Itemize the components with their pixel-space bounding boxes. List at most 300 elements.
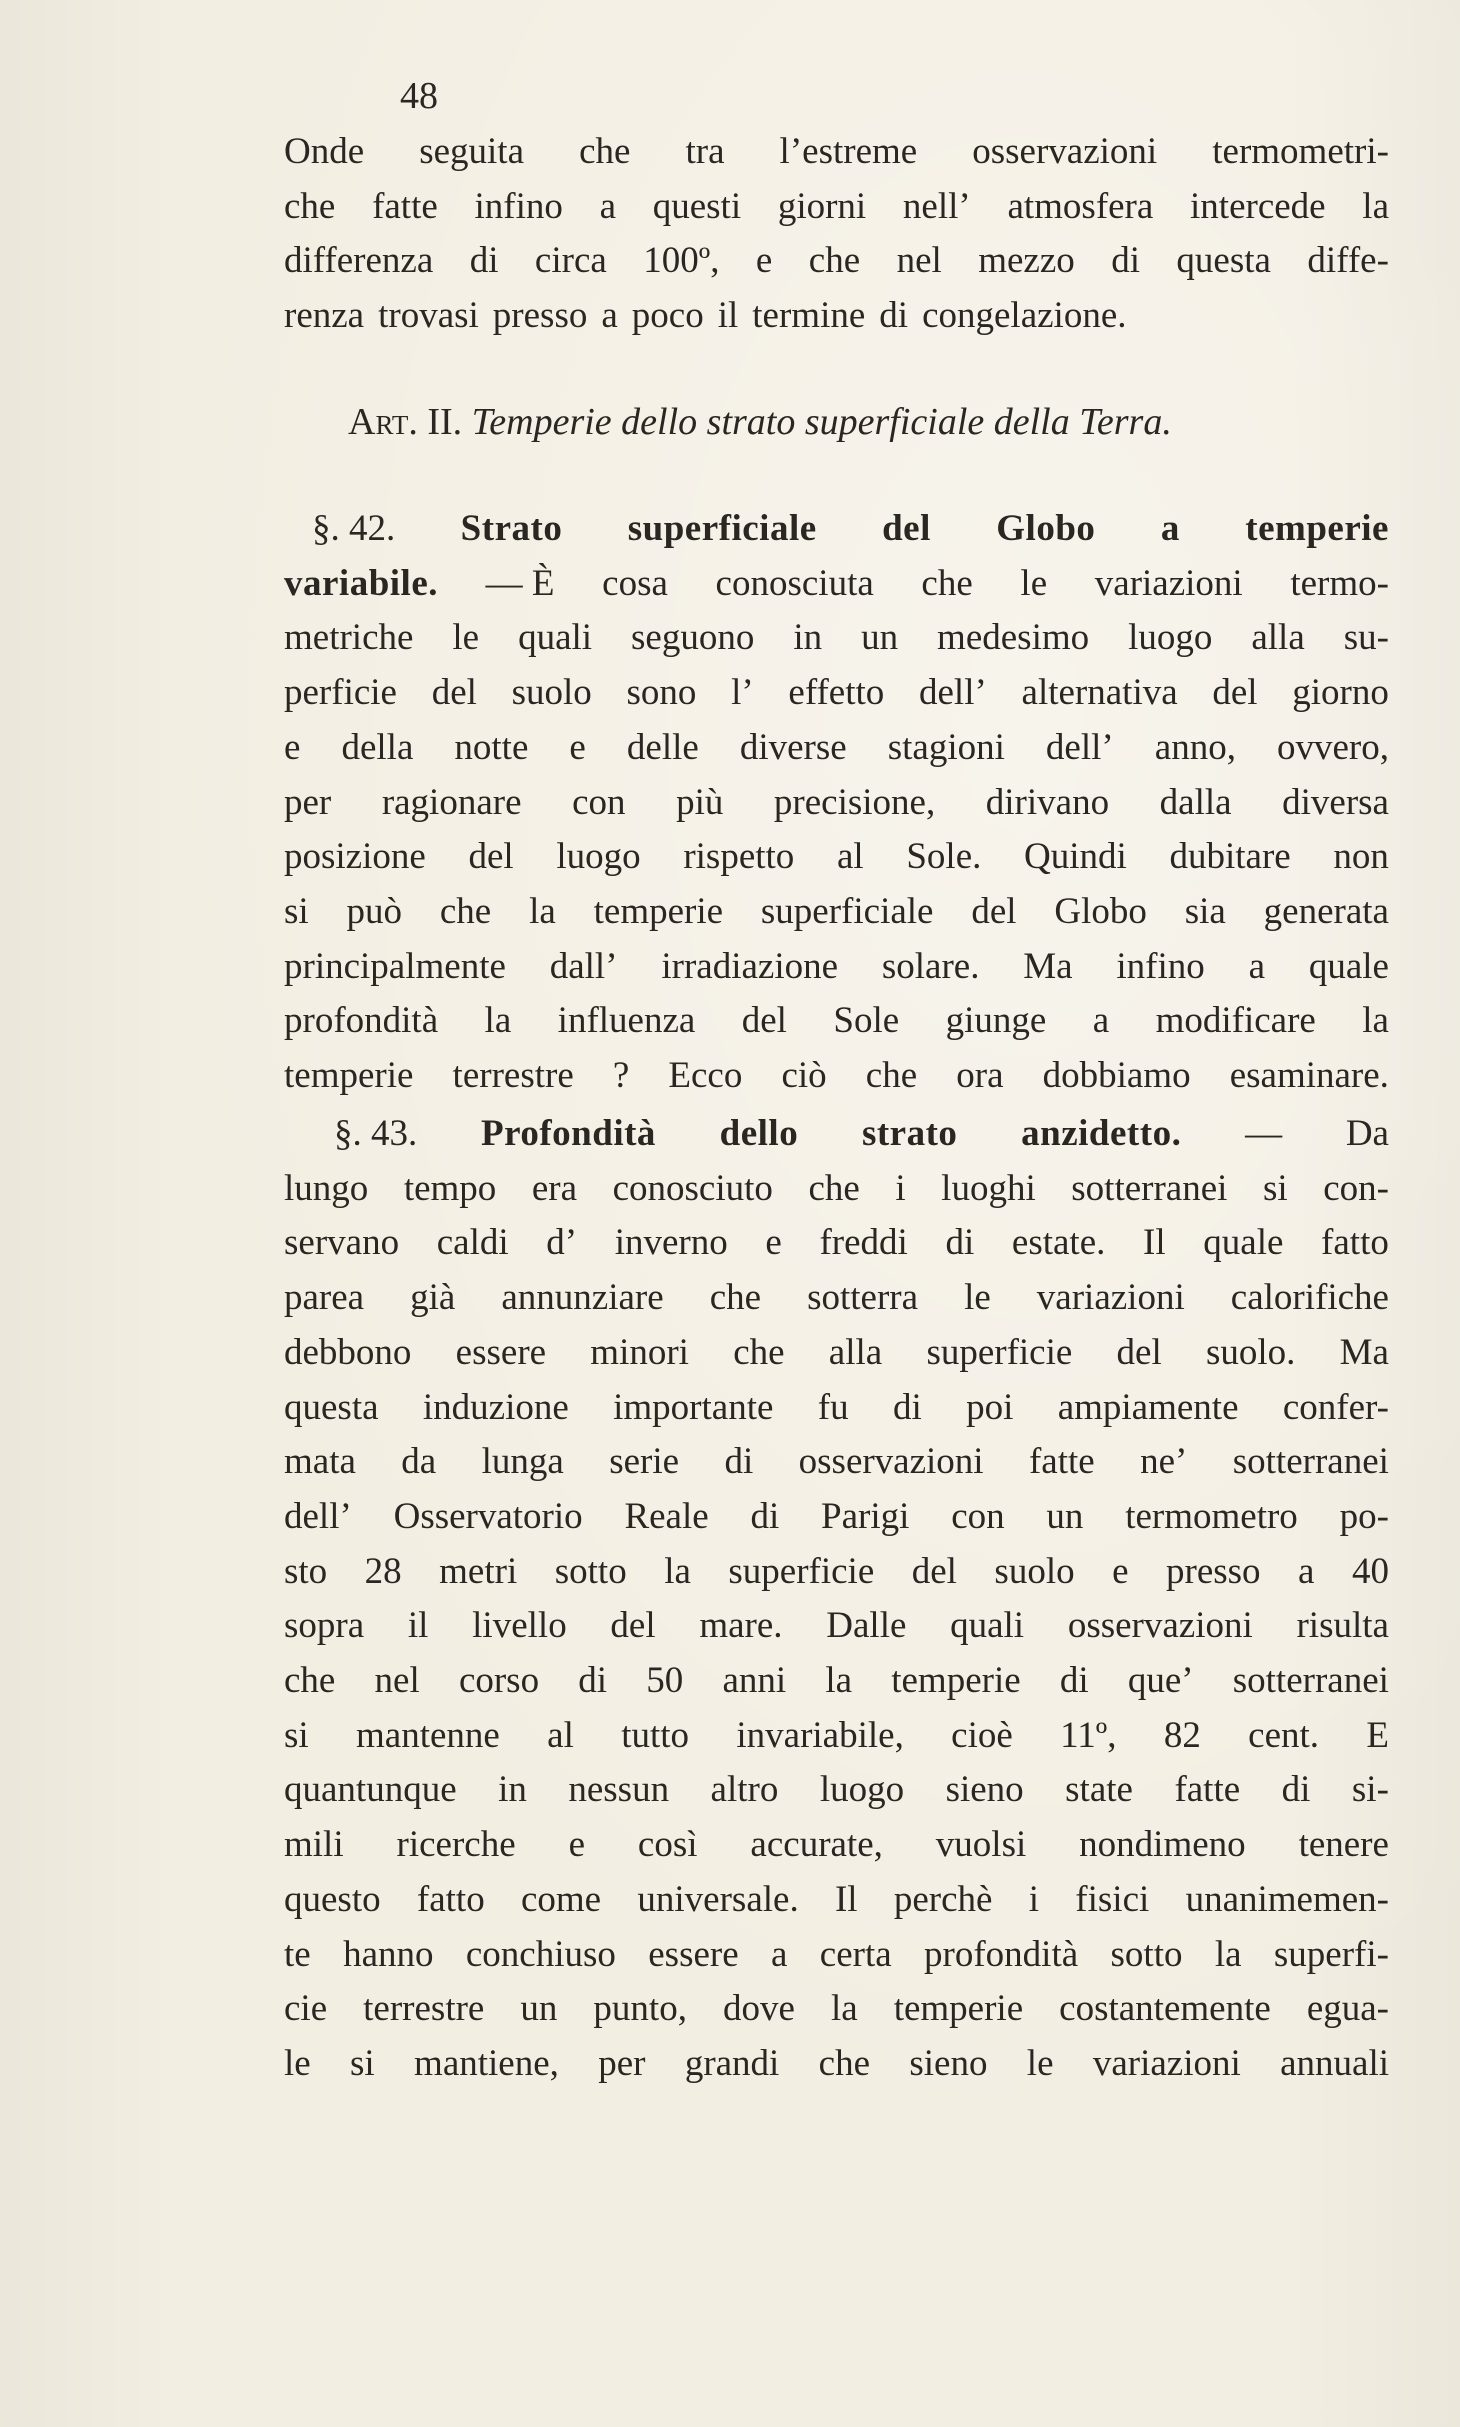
word: suolo.	[1205, 1331, 1296, 1373]
word: fatto	[1321, 1222, 1389, 1264]
word: temperie	[593, 890, 724, 932]
word: minori	[590, 1331, 689, 1373]
word: infino	[1116, 945, 1205, 987]
word: serie	[609, 1441, 680, 1483]
word: Da	[1345, 1113, 1389, 1154]
word: cosa	[602, 562, 668, 604]
word: giunge	[945, 1000, 1047, 1042]
word: altro	[710, 1769, 779, 1811]
word: non	[1333, 836, 1389, 878]
word: osservazioni	[1067, 1605, 1253, 1647]
word: tenere	[1298, 1824, 1389, 1866]
word: variazioni	[1036, 1277, 1185, 1319]
text-line	[284, 1763, 1389, 1818]
word: parea	[284, 1277, 365, 1319]
word: Onde	[284, 131, 365, 172]
word: i	[895, 1167, 906, 1209]
word: fatte	[1028, 1441, 1095, 1483]
word: che	[439, 890, 492, 932]
word: Quindi	[1024, 836, 1127, 878]
text-line	[284, 1216, 1389, 1271]
word: ne’	[1140, 1441, 1188, 1483]
word: a	[601, 295, 618, 337]
word: fatto	[416, 1878, 485, 1920]
word: nondimeno	[1079, 1824, 1246, 1866]
word: del	[468, 836, 514, 878]
word: al	[547, 1714, 574, 1756]
word: i	[1028, 1878, 1040, 1920]
word: che	[733, 1331, 785, 1373]
word: superficiale	[627, 508, 817, 549]
word: si	[1262, 1167, 1288, 1209]
word: calorifiche	[1230, 1277, 1389, 1319]
word: di	[578, 1660, 608, 1702]
word: precisione,	[773, 781, 936, 823]
word: poco	[631, 295, 704, 337]
word: quale	[1203, 1222, 1284, 1264]
word: un	[861, 617, 899, 659]
word: annunziare	[501, 1277, 664, 1319]
word: confer-	[1282, 1386, 1389, 1428]
word: le	[1020, 562, 1048, 604]
word: temperie	[891, 1660, 1021, 1702]
word: che	[579, 131, 631, 172]
word: presso	[492, 295, 588, 337]
word: mare.	[699, 1605, 783, 1647]
word: per	[284, 781, 332, 823]
text-line	[284, 180, 1389, 235]
word: l’	[731, 672, 754, 714]
word: e	[569, 726, 586, 768]
text-line	[284, 721, 1389, 776]
word: induzione	[422, 1386, 569, 1428]
word: di	[1059, 1660, 1089, 1702]
word: che	[709, 1277, 762, 1319]
word: questa	[1176, 240, 1271, 282]
word: tempo	[403, 1167, 497, 1209]
word: sopra	[284, 1605, 365, 1647]
word: terrestre	[452, 1055, 574, 1097]
word: dell’	[284, 1495, 352, 1537]
word: Osservatorio	[393, 1495, 583, 1537]
word: essere	[648, 1933, 739, 1975]
word: E	[1366, 1714, 1389, 1756]
word: si	[350, 2042, 375, 2084]
word: sotto	[554, 1550, 627, 1592]
word: del	[741, 1000, 787, 1042]
word: alternativa	[1021, 672, 1178, 714]
word: sotto	[1110, 1933, 1183, 1975]
word: Parigi	[821, 1495, 910, 1537]
word: dalla	[1159, 781, 1232, 823]
word: il	[717, 295, 739, 337]
word: temperie	[893, 1988, 1024, 2030]
word: 40	[1351, 1550, 1389, 1592]
text-line	[284, 289, 1389, 344]
word: intercede	[1190, 185, 1326, 227]
word: diverse	[739, 726, 847, 768]
word: state	[1065, 1769, 1133, 1811]
text-line	[284, 1545, 1389, 1600]
word: che	[284, 185, 336, 227]
word: e	[755, 240, 773, 282]
word: a	[1248, 945, 1266, 987]
word: superficie	[926, 1331, 1073, 1373]
word: un	[1046, 1495, 1084, 1537]
word: nel	[896, 240, 942, 282]
word: Profondità	[480, 1113, 656, 1154]
word: del	[911, 1550, 957, 1592]
word: medesimo	[937, 617, 1090, 659]
intro-paragraph	[284, 125, 1389, 344]
word: conchiuso	[465, 1933, 616, 1975]
text-line	[284, 502, 1389, 557]
word: differenza	[284, 240, 434, 282]
word: questa	[284, 1386, 379, 1428]
word: sotterranei	[1232, 1441, 1389, 1483]
word: luogo	[819, 1769, 905, 1811]
word: suolo	[511, 672, 592, 714]
word: egua-	[1306, 1988, 1389, 2030]
word: temperie	[284, 1055, 414, 1097]
word: annuali	[1280, 2042, 1389, 2084]
page-number: 48	[400, 75, 438, 117]
word: alla	[1251, 617, 1305, 659]
word: Il	[834, 1878, 858, 1920]
word: punto,	[593, 1988, 687, 2030]
word: anzidetto.	[1021, 1113, 1182, 1154]
word: e	[765, 1222, 782, 1264]
word: dello	[719, 1113, 799, 1154]
word: variazioni	[1092, 2042, 1241, 2084]
word: poi	[966, 1386, 1014, 1428]
word: superficie	[728, 1550, 875, 1592]
word: solare.	[881, 945, 980, 987]
word: tra	[685, 131, 725, 172]
word: irradiazione	[661, 945, 839, 987]
word: osservazioni	[798, 1441, 984, 1483]
word: termo-	[1290, 562, 1389, 604]
text-line	[284, 1928, 1389, 1983]
word: superficiale	[760, 890, 934, 932]
word: Ecco	[668, 1055, 743, 1097]
word: principalmente	[284, 945, 506, 987]
word: mata	[284, 1441, 356, 1483]
word: e	[284, 726, 301, 768]
word: anni	[722, 1660, 787, 1702]
word: dubitare	[1169, 836, 1291, 878]
word: corso	[458, 1660, 540, 1702]
word: Ma	[1339, 1331, 1389, 1373]
word: diversa	[1282, 781, 1389, 823]
word: seguita	[419, 131, 525, 172]
word: fisici	[1075, 1878, 1150, 1920]
article-number: II.	[427, 401, 463, 443]
word: per	[598, 2042, 646, 2084]
word: §. 43.	[334, 1113, 418, 1154]
word: 50	[646, 1660, 684, 1702]
word: posizione	[284, 836, 426, 878]
word: sotterranei	[1232, 1660, 1389, 1702]
text-line	[284, 1709, 1389, 1764]
word: che	[865, 1055, 918, 1097]
word: Ma	[1023, 945, 1073, 987]
word: inverno	[614, 1222, 728, 1264]
word: esaminare.	[1229, 1055, 1389, 1097]
word: risulta	[1296, 1605, 1389, 1647]
word: livello	[472, 1605, 567, 1647]
word: mezzo	[978, 240, 1075, 282]
word: e	[1112, 1550, 1129, 1592]
word: e	[568, 1824, 585, 1866]
word: ampiamente	[1057, 1386, 1239, 1428]
word: sieno	[945, 1769, 1024, 1811]
article-label: Art.	[348, 401, 418, 443]
text-line	[284, 1326, 1389, 1381]
word: nessun	[568, 1769, 670, 1811]
word: ricerche	[396, 1824, 516, 1866]
word: Globo	[996, 508, 1096, 549]
word: universale.	[637, 1878, 799, 1920]
word: di	[1281, 1769, 1311, 1811]
text-line	[284, 1435, 1389, 1490]
word: del	[610, 1605, 656, 1647]
word: termometro	[1125, 1495, 1298, 1537]
word: dell’	[919, 672, 987, 714]
word: anno,	[1154, 726, 1236, 768]
word: Il	[1143, 1222, 1166, 1264]
text-line	[284, 940, 1389, 995]
word: in	[498, 1769, 527, 1811]
word: metriche	[284, 617, 414, 659]
word: la	[664, 1550, 691, 1592]
word: — È	[485, 562, 555, 604]
word: alla	[828, 1331, 883, 1373]
word: costantemente	[1059, 1988, 1271, 2030]
word: atmosfera	[1007, 185, 1154, 227]
word: 28	[364, 1550, 402, 1592]
text-line	[284, 125, 1389, 180]
word: si	[284, 890, 309, 932]
word: effetto	[788, 672, 885, 714]
word: ora	[956, 1055, 1004, 1097]
word: a	[1298, 1550, 1315, 1592]
word: dall’	[549, 945, 618, 987]
word: suolo	[994, 1550, 1075, 1592]
word: 82	[1163, 1714, 1201, 1756]
word: Dalle	[826, 1605, 907, 1647]
word: fatte	[1174, 1769, 1241, 1811]
section-42-paragraph	[284, 502, 1389, 1104]
word: renza	[284, 295, 365, 337]
word: che	[818, 2042, 871, 2084]
word: di	[724, 1441, 754, 1483]
word: giorni	[777, 185, 867, 227]
text-line	[284, 611, 1389, 666]
word: quali	[518, 617, 593, 659]
word: fatte	[372, 185, 438, 227]
word: ciò	[781, 1055, 827, 1097]
word: questo	[284, 1878, 381, 1920]
word: cie	[284, 1988, 328, 2030]
word: a	[1160, 508, 1180, 549]
word: —	[1245, 1113, 1283, 1154]
word: con	[572, 781, 626, 823]
word: sotterra	[807, 1277, 919, 1319]
word: mantenne	[356, 1714, 500, 1756]
word: già	[410, 1277, 456, 1319]
text-line	[284, 1873, 1389, 1928]
word: Reale	[624, 1495, 709, 1537]
word: §. 42.	[312, 508, 396, 549]
word: quale	[1308, 945, 1389, 987]
word: dirivano	[985, 781, 1110, 823]
word: a	[771, 1933, 788, 1975]
word: sto	[284, 1550, 328, 1592]
word: modificare	[1155, 1000, 1316, 1042]
text-line	[284, 1599, 1389, 1654]
word: era	[531, 1167, 578, 1209]
word: le	[964, 1277, 991, 1319]
word: strato	[861, 1113, 958, 1154]
word: della	[341, 726, 414, 768]
word: Sole	[833, 1000, 900, 1042]
word: hanno	[343, 1933, 434, 1975]
word: di	[1111, 240, 1140, 282]
word: la	[1214, 1933, 1242, 1975]
word: può	[346, 890, 403, 932]
word: del	[1212, 672, 1258, 714]
text-line	[284, 557, 1389, 612]
word: di	[469, 240, 499, 282]
word: invariabile,	[736, 1714, 904, 1756]
word: a	[599, 185, 617, 227]
text-line	[284, 1162, 1389, 1217]
word: que’	[1127, 1660, 1194, 1702]
word: perficie	[284, 672, 397, 714]
word: vuolsi	[935, 1824, 1027, 1866]
word: luoghi	[941, 1167, 1036, 1209]
word: cioè	[951, 1714, 1013, 1756]
word: ragionare	[381, 781, 522, 823]
word: dove	[722, 1988, 795, 2030]
word: di	[879, 295, 909, 337]
text-line	[284, 776, 1389, 831]
word: unanimemen-	[1185, 1878, 1389, 1920]
word: così	[637, 1824, 698, 1866]
word: in	[793, 617, 823, 659]
word: Globo	[1054, 890, 1147, 932]
word: questi	[652, 185, 742, 227]
word: temperie	[1245, 508, 1389, 549]
word: termometri-	[1212, 131, 1389, 172]
word: 11º,	[1060, 1714, 1117, 1756]
word: congelazione.	[922, 295, 1127, 337]
word: luogo	[1128, 617, 1213, 659]
word: perchè	[893, 1878, 993, 1920]
word: del	[971, 890, 1017, 932]
word: del	[882, 508, 931, 549]
word: che	[808, 240, 861, 282]
text-line	[284, 885, 1389, 940]
word: essere	[455, 1331, 547, 1373]
word: profondità	[284, 1000, 439, 1042]
text-line	[284, 994, 1389, 1049]
word: estate.	[1011, 1222, 1106, 1264]
word: debbono	[284, 1331, 412, 1373]
text-line	[284, 2037, 1389, 2092]
word: ?	[612, 1055, 630, 1097]
word: al	[836, 836, 864, 878]
word: sotterranei	[1071, 1167, 1228, 1209]
word: più	[676, 781, 724, 823]
word: le	[452, 617, 480, 659]
word: la	[1362, 185, 1389, 227]
word: quantunque	[284, 1769, 457, 1811]
word: si	[284, 1714, 309, 1756]
text-line	[284, 1982, 1389, 2037]
word: certa	[819, 1933, 892, 1975]
word: presso	[1166, 1550, 1261, 1592]
text-line	[284, 1049, 1389, 1104]
word: il	[407, 1605, 429, 1647]
word: sono	[626, 672, 697, 714]
word: a	[1092, 1000, 1110, 1042]
article-heading	[348, 398, 1348, 446]
word: accurate,	[750, 1824, 883, 1866]
word: seguono	[631, 617, 755, 659]
word: l’estreme	[779, 131, 918, 172]
word: dell’	[1045, 726, 1114, 768]
word: fu	[817, 1386, 849, 1428]
text-line	[284, 1818, 1389, 1873]
word: dobbiamo	[1042, 1055, 1191, 1097]
word: te	[284, 1933, 311, 1975]
word: metri	[439, 1550, 518, 1592]
word: terrestre	[363, 1988, 485, 2030]
word: stagioni	[887, 726, 1005, 768]
word: caldi	[436, 1222, 509, 1264]
word: del	[431, 672, 477, 714]
word: grandi	[684, 2042, 780, 2084]
word: rispetto	[683, 836, 795, 878]
word: di	[945, 1222, 975, 1264]
word: da	[401, 1441, 437, 1483]
text-line	[284, 1381, 1389, 1436]
section-43-paragraph	[284, 1107, 1389, 2092]
word: variabile.	[284, 562, 439, 604]
word: conosciuta	[715, 562, 874, 604]
text-line	[284, 1654, 1389, 1709]
article-title: Temperie dello strato superficiale della Terra.	[471, 401, 1172, 443]
word: importante	[613, 1386, 774, 1428]
word: sia	[1184, 890, 1226, 932]
word: osservazioni	[972, 131, 1158, 172]
word: infino	[474, 185, 563, 227]
word: mili	[284, 1824, 344, 1866]
word: che	[808, 1167, 860, 1209]
word: servano	[284, 1222, 400, 1264]
word: giorno	[1292, 672, 1389, 714]
word: trovasi	[378, 295, 479, 337]
word: di	[892, 1386, 922, 1428]
text-line	[284, 1107, 1389, 1162]
word: come	[520, 1878, 602, 1920]
word: tutto	[621, 1714, 690, 1756]
word: diffe-	[1307, 240, 1389, 282]
word: un	[520, 1988, 558, 2030]
word: che	[284, 1660, 336, 1702]
